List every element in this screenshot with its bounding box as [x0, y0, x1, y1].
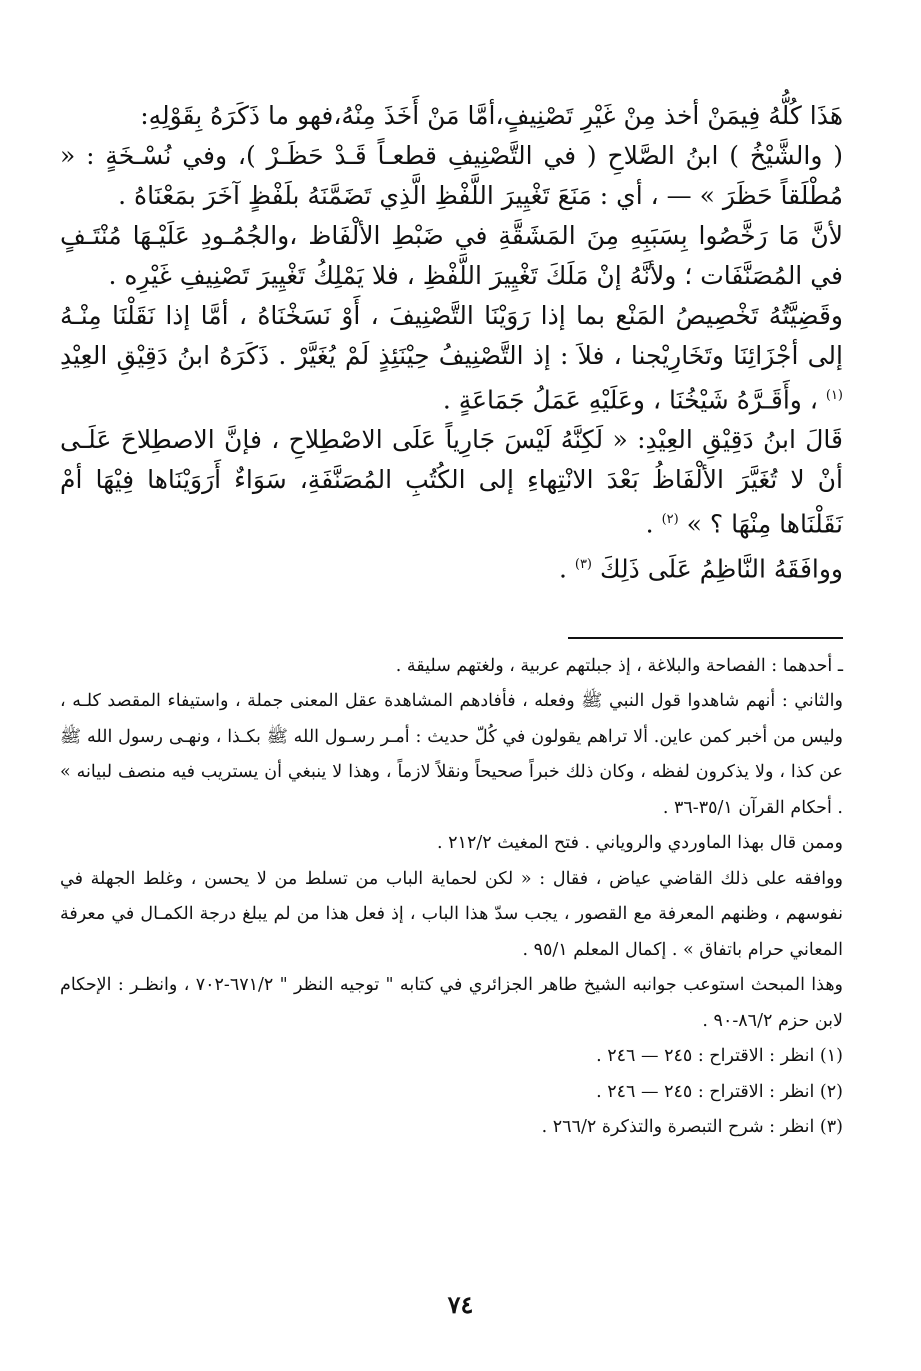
paragraph-specification-tail: ، وأَقَـرَّهُ شَيْخُنَا ، وعَلَيْهِ عَمَلُ جَمَاعَةٍ .	[442, 385, 818, 415]
page-number: ٧٤	[447, 1290, 474, 1319]
footnote-continuation: ووافقه على ذلك القاضي عياض ، فقال : « لكن لحماية الباب من تسلط من لا يحسن ، وغلط الجهلة في نفوسهم ، وظنهم المعرفة مع القصور ، يجب سدّ هذا الباب ، إذ فعل هذا من لم يبلغ درجة الكمـال في معرفة المعاني حرام باتفاق » . إكمال المعلم ٩٥/١ .	[60, 868, 843, 960]
paragraph-sheikh-quote: ( والشَّيْخُ ) ابنُ الصَّلاحِ ( في التَّصْنِيفِ قطعـاً قَـدْ حَظَـرْ )، وفي نُسْـخَةٍ : « مُطْلَقاً حَظَرَ » — ، أي : مَنَعَ تَغْيِيرَ اللَّفْظِ الَّذِي تَضَمَّنَهُ بلَفْظٍ آخَرَ بمَعْنَاهُ .	[60, 141, 843, 210]
footnote-1: (١) انظر : الاقتراح : ٢٤٥ — ٢٤٦ .	[596, 1046, 843, 1067]
paragraph-intro: هَذَا كُلُّهُ فِيمَنْ أخذ مِنْ غَيْرِ تَصْنِيفٍ،أمَّا مَنْ أَخَذَ مِنْهُ،فهو ما ذَكَرَهُ بِقَوْلِهِ:	[140, 101, 843, 130]
footnote-continuation: وممن قال بهذا الماوردي والروياني . فتح المغيث ٢١٢/٢ .	[437, 833, 843, 854]
footnote-divider	[568, 637, 843, 639]
footnote-ref-3[interactable]: (٣)	[574, 556, 592, 572]
paragraph-specification	[60, 296, 843, 420]
footnote-ref-2[interactable]: (٢)	[661, 512, 679, 528]
paragraph-specification-text: وقَضِيَّتُهُ تَخْصِيصُ المَنْع بما إذا رَوَيْنَا التَّصْنِيفَ ، أَوْ نَسَخْنَاهُ ، أمَّا إذا نَقَلْنَا مِنْـهُ إلى أجْزَائِنَا وتَخَارِيْجنا ، فلاَ : إذ التَّصْنِيفُ حِيْنَئِذٍ لَمْ يُغَيَّرْ . ذَكَرَهُ ابنُ دَقِيْقِ العِيْدِ	[60, 301, 843, 370]
paragraph-agreement	[60, 545, 843, 589]
paragraph-ibn-daqiq-text: قَالَ ابنُ دَقِيْقِ العِيْدِ: « لَكِنَّهُ لَيْسَ جَارِياً عَلَى الاصْطِلاحِ ، فإنَّ الاصطِلاحَ عَلَـى أنْ لا تُغَيَّرَ الألْفَاظُ بَعْدَ الانْتِهاءِ إلى الكُتُبِ المُصَنَّفَةِ، سَوَاءٌ أَرَوَيْنَاها فِيْهَا أمْ نَقَلْنَاها مِنْهَا ؟ »	[60, 425, 843, 539]
footnote-2: (٢) انظر : الاقتراح : ٢٤٥ — ٢٤٦ .	[596, 1081, 843, 1102]
footnote-ref-1[interactable]: (١)	[825, 388, 843, 403]
footnote-continuation: والثاني : أنهم شاهدوا قول النبي ﷺ وفعله ، فأفادهم المشاهدة عقل المعنى جملة ، واستيفاء المقصد كلـه ، وليس من أخبر كمن عاين. ألا تراهم يقولون في كُلّ حديث : أمـر رسـول الله ﷺ بكـذا ، ونهـى رسول الله ﷺ عن كذا ، ولا يذكرون لفظه ، وكان ذلك خبراً صحيحاً ونقلاً لازماً ، وهذا لا ينبغي أن يستريب فيه منصف لبيانه » . أحكام القرآن ٣٥/١-٣٦ .	[60, 691, 843, 818]
paragraph-reason: لأنَّ مَا رَخَّصُوا بِسَبَبِهِ مِنَ المَشَقَّةِ في ضَبْطِ الألْفَاظ ،والجُمُـودِ عَلَيْـهَا مُنْتَـفٍ في المُصَنَّفَات ؛ ولأنَّهُ إنْ مَلَكَ تَغْيِيرَ اللَّفْظِ ، فلا يَمْلِكُ تَغْيِيرَ تَصْنِيفِ غَيْرِه .	[60, 221, 843, 290]
main-text	[60, 96, 843, 589]
footnote-continuation: وهذا المبحث استوعب جوانبه الشيخ طاهر الجزائري في كتابه " توجيه النظر " ٦٧١/٢-٧٠٢ ، وانظـر : الإحكام لابن حزم ٨٦/٢-٩٠ .	[60, 975, 844, 1031]
footnote-line: أحدهما : الفصاحة والبلاغة ، إذ جبلتهم عربية ، ولغتهم سليقة .	[395, 655, 833, 676]
paragraph-ibn-daqiq-end: .	[645, 509, 654, 539]
paragraph-ibn-daqiq-quote	[60, 420, 843, 544]
paragraph-agreement-end: .	[558, 553, 567, 583]
footnotes	[60, 649, 843, 1146]
footnote-continuation-first	[60, 649, 843, 685]
paragraph-agreement-text: ووافَقَهُ النَّاظِمُ عَلَى ذَلِكَ	[599, 553, 843, 583]
footnote-dash: ـ	[837, 655, 843, 676]
footnote-3: (٣) انظر : شرح التبصرة والتذكرة ٢٦٦/٢ .	[541, 1117, 843, 1138]
